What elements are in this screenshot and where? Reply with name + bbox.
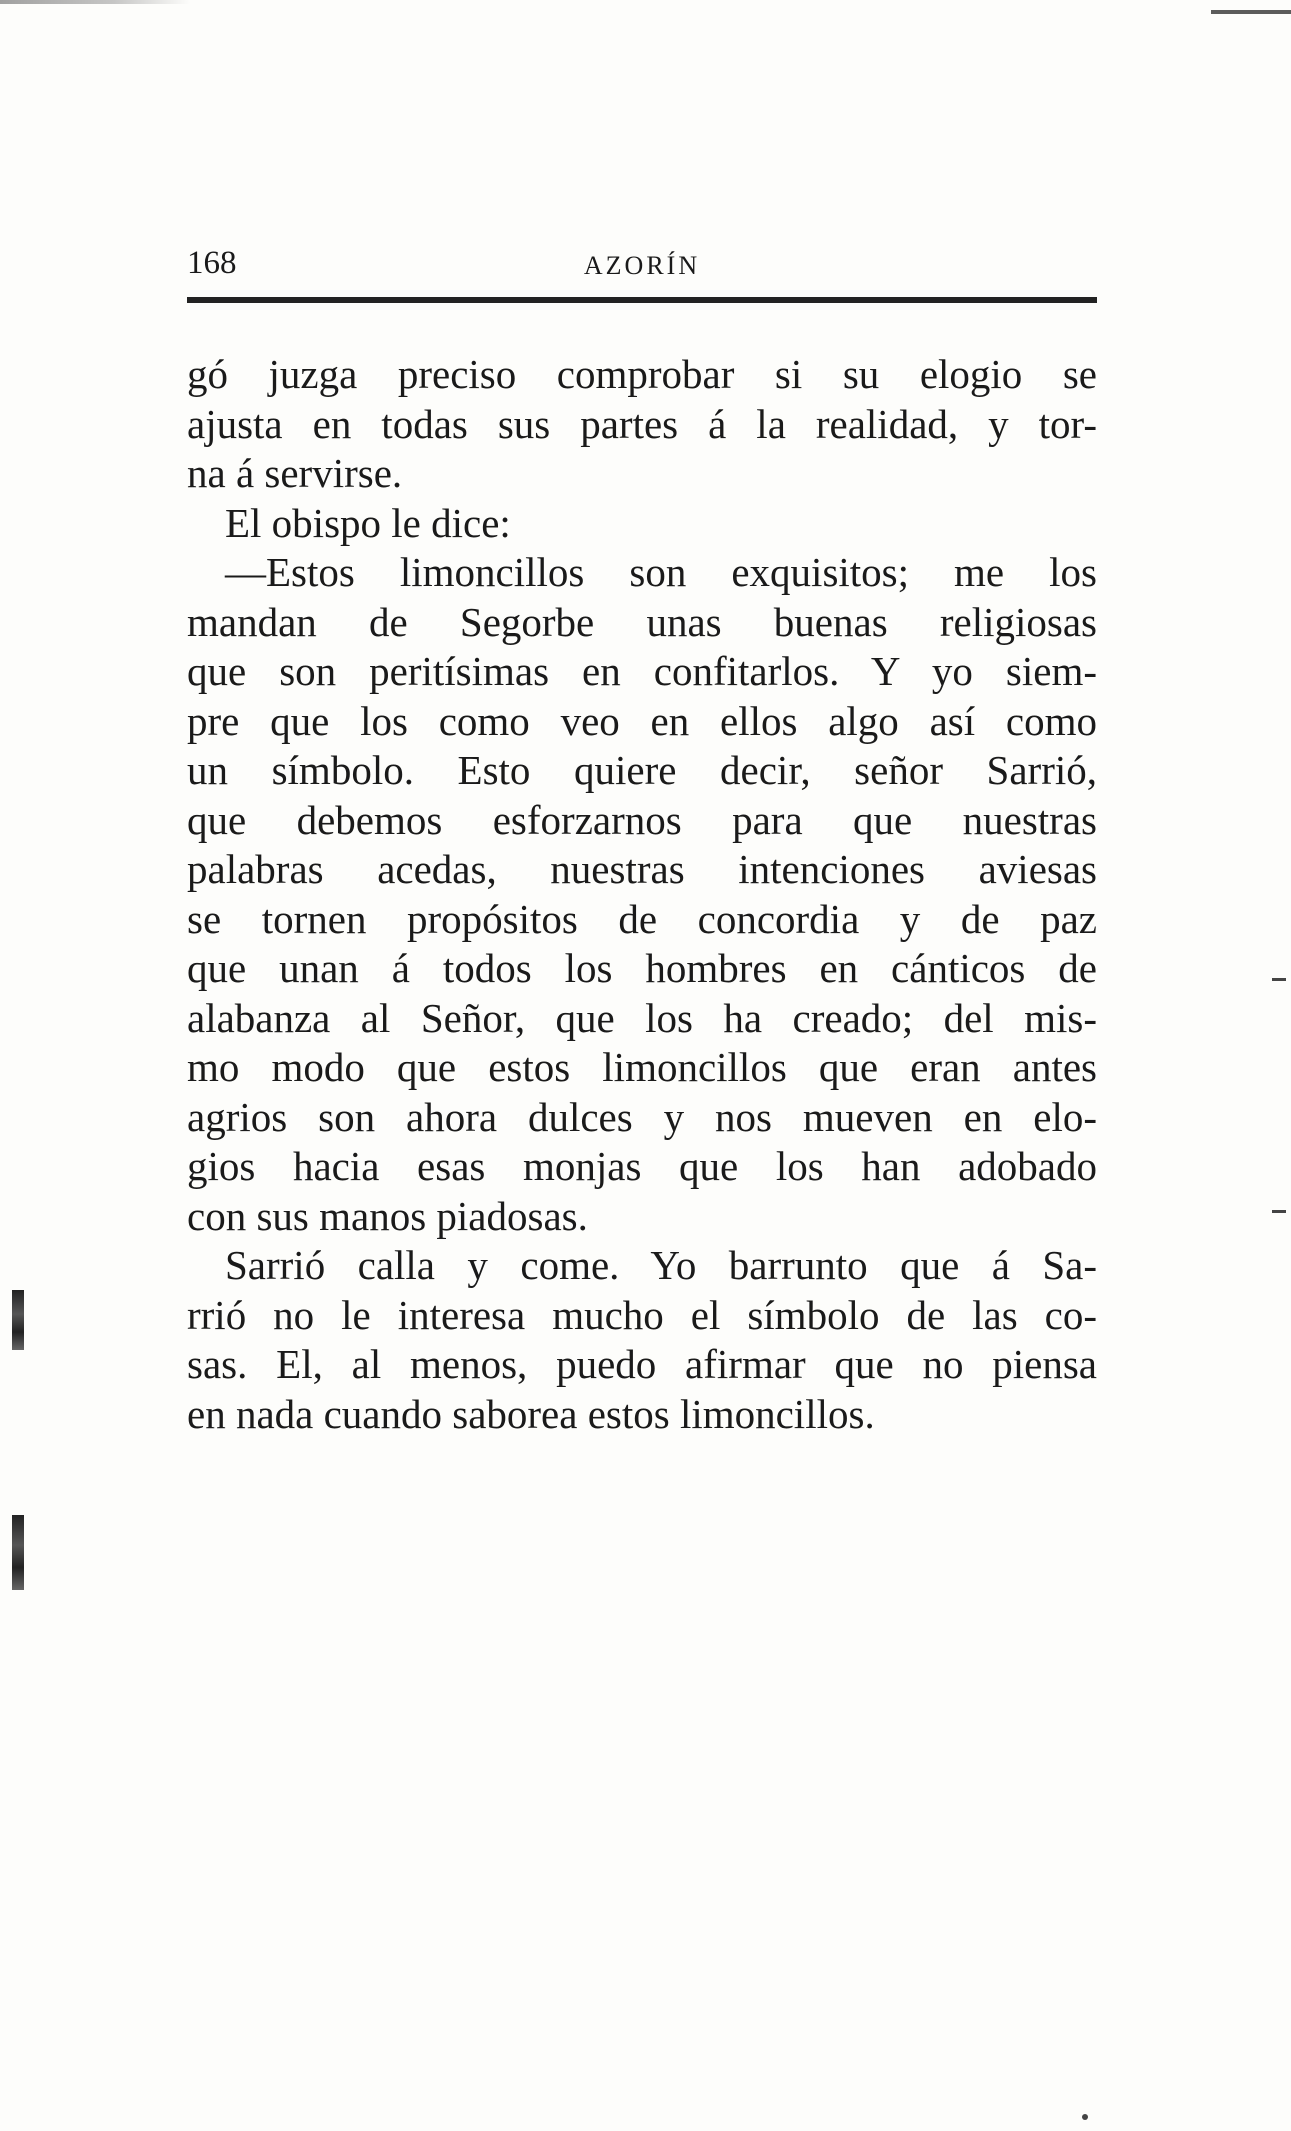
body-text [187, 350, 1097, 1439]
text-line: ajusta en todas sus partes á la realidad, y tor- [187, 400, 1097, 447]
text-line: mandan de Segorbe unas buenas religiosas [187, 598, 1097, 645]
text-line: que son peritísimas en confitarlos. Y yo siem- [187, 648, 1097, 694]
scan-edge-mark [0, 0, 190, 4]
margin-speck [1272, 978, 1286, 981]
text-line: pre que los como veo en ellos algo así como [187, 697, 1097, 744]
margin-speck [1082, 2114, 1088, 2120]
binding-mark [12, 1515, 24, 1590]
text-line: agrios son ahora dulces y nos mueven en elo- [187, 1093, 1097, 1140]
text-line: alabanza al Señor, que los ha creado; del mis- [187, 994, 1097, 1041]
text-line: mo modo que estos limoncillos que eran antes [187, 1044, 1097, 1090]
text-line: con sus manos piadosas. [187, 1192, 588, 1239]
text-line: rrió no le interesa mucho el símbolo de las co- [187, 1291, 1097, 1338]
text-line: —Estos limoncillos son exquisitos; me los [225, 549, 1097, 595]
margin-speck [1272, 1210, 1286, 1213]
text-line: palabras acedas, nuestras intenciones aviesas [187, 846, 1097, 892]
binding-mark [12, 1290, 24, 1350]
running-head: AZORÍN [583, 251, 701, 280]
text-line: na á servirse. [187, 450, 403, 496]
text-line: en nada cuando saborea estos limoncillos. [187, 1390, 875, 1437]
text-line: gó juzga preciso comprobar si su elogio se [187, 351, 1097, 397]
text-line: un símbolo. Esto quiere decir, señor Sarrió, [187, 747, 1097, 793]
text-line: sas. El, al menos, puedo afirmar que no piensa [187, 1341, 1097, 1387]
page-number: 168 [187, 245, 237, 281]
text-line: El obispo le dice: [225, 499, 511, 546]
text-line: se tornen propósitos de concordia y de paz [187, 895, 1097, 942]
text-line: Sarrió calla y come. Yo barrunto que á Sa- [225, 1242, 1097, 1288]
header-rule [187, 297, 1097, 303]
text-line: gios hacia esas monjas que los han adobado [187, 1143, 1097, 1189]
text-line: que unan á todos los hombres en cánticos de [187, 945, 1097, 991]
text-line: que debemos esforzarnos para que nuestras [187, 796, 1097, 843]
scan-edge-mark [1211, 10, 1291, 14]
page-header [187, 242, 1097, 284]
